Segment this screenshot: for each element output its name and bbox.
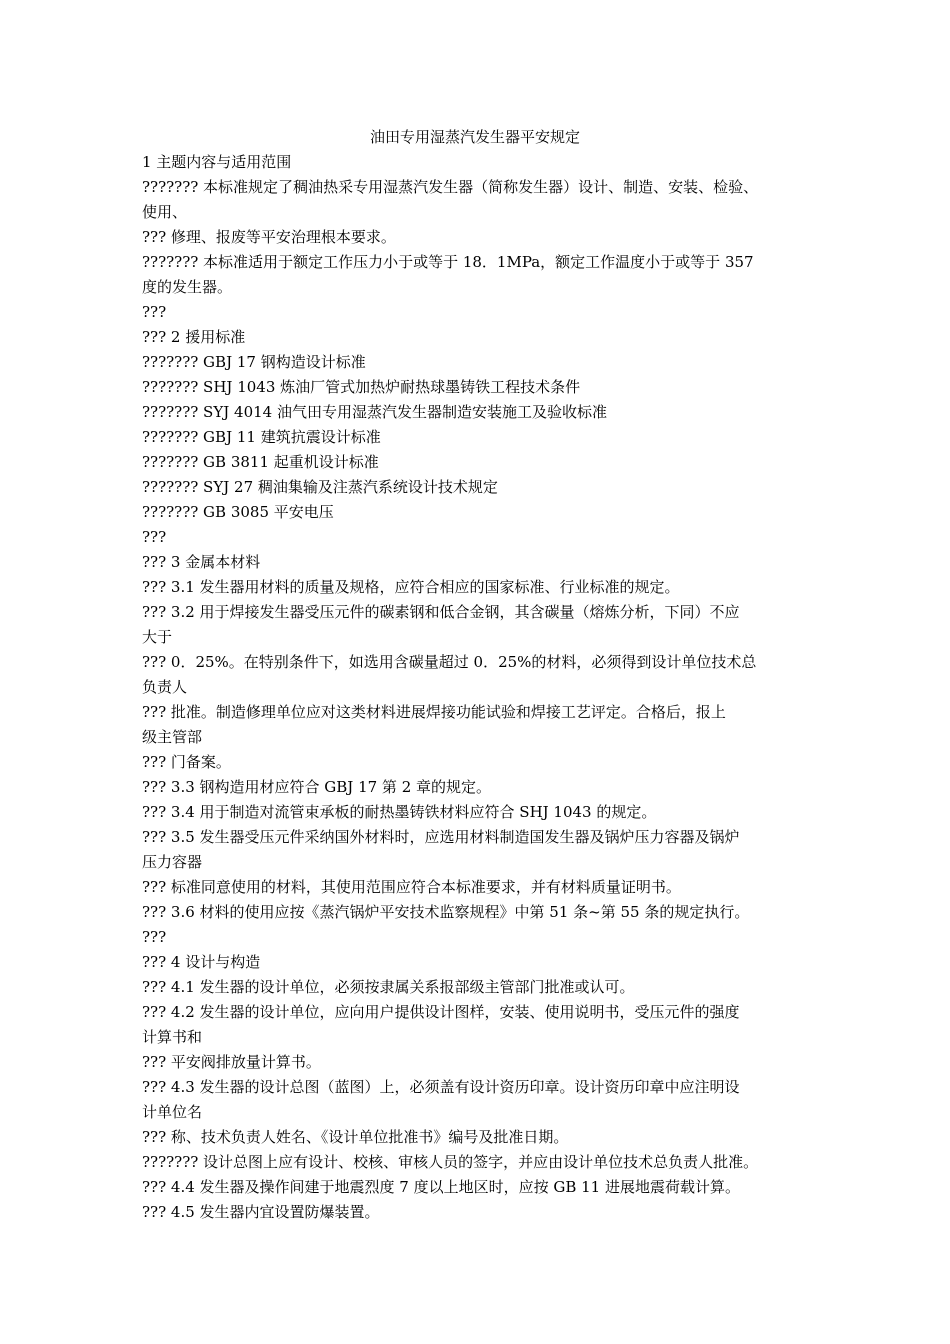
text-line: ???	[142, 928, 167, 946]
text-line: ??? 0．25%。在特别条件下，如选用含碳量超过 0．25%的材料，必须得到设计单位技术总	[142, 653, 757, 671]
text-line: ??????? GB 3811 起重机设计标准	[142, 453, 379, 471]
text-line: ??????? SHJ 1043 炼油厂管式加热炉耐热球墨铸铁工程技术条件	[142, 378, 581, 396]
text-line: ??? 2 援用标准	[142, 328, 246, 346]
text-line: ??? 3.5 发生器受压元件采纳国外材料时，应选用材料制造国发生器及锅炉压力容器及锅炉	[142, 828, 740, 846]
text-line: ??????? SYJ 4014 油气田专用湿蒸汽发生器制造安装施工及验收标准	[142, 403, 607, 421]
text-line: ??? 3.2 用于焊接发生器受压元件的碳素钢和低合金钢，其含碳量（熔炼分析，下同）不应	[142, 603, 740, 621]
text-line: ??????? SYJ 27 稠油集输及注蒸汽系统设计技术规定	[142, 478, 498, 496]
text-line: ??? 4.2 发生器的设计单位，应向用户提供设计图样，安装、使用说明书，受压元件的强度	[142, 1003, 740, 1021]
text-line: ??? 3.1 发生器用材料的质量及规格，应符合相应的国家标准、行业标准的规定。	[142, 578, 680, 596]
text-line: ??? 3 金属本材料	[142, 553, 261, 571]
text-line: ??? 4.1 发生器的设计单位，必须按隶属关系报部级主管部门批准或认可。	[142, 978, 635, 996]
text-line: 度的发生器。	[142, 278, 233, 296]
text-line: ??????? GBJ 17 钢构造设计标准	[142, 353, 366, 371]
text-line: 计单位名	[142, 1103, 203, 1121]
document-title: 油田专用湿蒸汽发生器平安规定	[369, 128, 580, 146]
text-line: ??? 批准。制造修理单位应对这类材料进展焊接功能试验和焊接工艺评定。合格后，报上	[142, 703, 726, 721]
text-line: ??? 标准同意使用的材料，其使用范围应符合本标准要求，并有材料质量证明书。	[142, 878, 681, 896]
text-line: ??? 3.6 材料的使用应按《蒸汽锅炉平安技术监察规程》中第 51 条~第 55 条的规定执行。	[142, 903, 750, 921]
text-line: ??? 3.3 钢构造用材应符合 GBJ 17 第 2 章的规定。	[142, 778, 492, 796]
document-body	[142, 150, 822, 1225]
text-line: 使用、	[142, 203, 188, 221]
text-line: ??? 3.4 用于制造对流管束承板的耐热墨铸铁材料应符合 SHJ 1043 的规定。	[142, 803, 657, 821]
text-line: ??????? 本标准适用于额定工作压力小于或等于 18．1MPa，额定工作温度小于或等于 357	[142, 253, 754, 271]
text-line: ??? 4.3 发生器的设计总图（蓝图）上，必须盖有设计资历印章。设计资历印章中应注明设	[142, 1078, 740, 1096]
text-line: 计算书和	[142, 1028, 203, 1046]
text-line: ??? 门备案。	[142, 753, 231, 771]
text-line: ??? 平安阀排放量计算书。	[142, 1053, 321, 1071]
text-line: ???	[142, 528, 167, 546]
text-line: ??? 4 设计与构造	[142, 953, 261, 971]
text-line: 大于	[142, 628, 173, 646]
text-line: 负责人	[142, 678, 188, 696]
text-line: ??????? 本标准规定了稠油热采专用湿蒸汽发生器（简称发生器）设计、制造、安装、检验、	[142, 178, 759, 196]
text-line: 压力容器	[142, 853, 203, 871]
text-line: ??? 修理、报废等平安治理根本要求。	[142, 228, 396, 246]
text-line: ???	[142, 303, 167, 321]
text-line: ??????? GB 3085 平安电压	[142, 503, 334, 521]
text-line: 级主管部	[142, 728, 203, 746]
text-line: ??????? GBJ 11 建筑抗震设计标准	[142, 428, 381, 446]
text-line: ??? 4.5 发生器内宜设置防爆装置。	[142, 1203, 380, 1221]
text-line: ??????? 设计总图上应有设计、校核、审核人员的签字，并应由设计单位技术总负责人批准。	[142, 1153, 759, 1171]
text-line: ??? 称、技术负责人姓名、《设计单位批准书》编号及批准日期。	[142, 1128, 569, 1146]
text-line: 1 主题内容与适用范围	[142, 153, 292, 171]
text-line: ??? 4.4 发生器及操作间建于地震烈度 7 度以上地区时，应按 GB 11 进展地震荷载计算。	[142, 1178, 740, 1196]
